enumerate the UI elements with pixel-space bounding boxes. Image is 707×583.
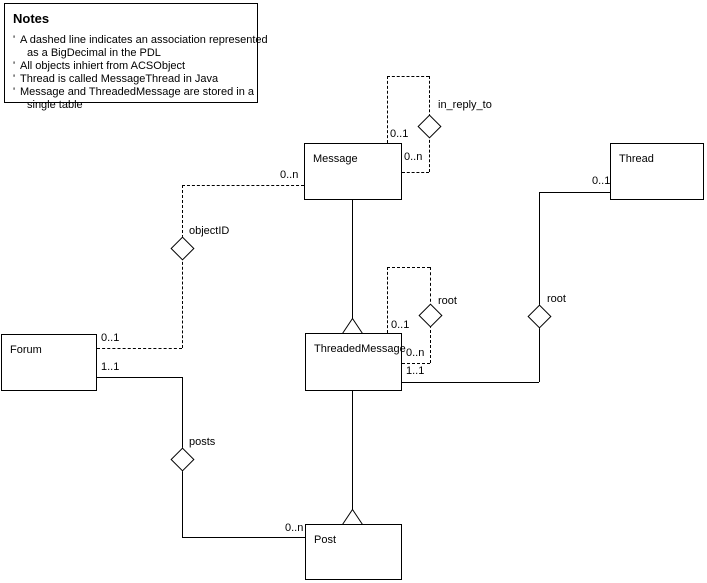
generalization-triangle-icon <box>342 509 363 525</box>
entity-label: ThreadedMessage <box>314 343 406 355</box>
generalization-line <box>352 391 353 510</box>
aggregation-diamond-icon <box>527 304 551 328</box>
note-text: All objects inhiert from ACSObject <box>20 60 186 72</box>
entity-message <box>304 143 402 200</box>
assoc-objectid-segment <box>182 185 183 238</box>
association-name-label: objectID <box>189 225 230 237</box>
multiplicity-label: 1..1 <box>101 361 120 373</box>
assoc-root-self-segment <box>387 267 430 268</box>
assoc-in-reply-to-segment <box>429 76 430 117</box>
assoc-in-reply-to-segment <box>402 172 429 173</box>
entity-label: Message <box>313 153 358 165</box>
assoc-root-thread-segment <box>539 192 610 193</box>
multiplicity-label: 0..n <box>404 151 423 163</box>
assoc-posts-segment <box>182 469 183 537</box>
bullet-marker: ' <box>13 34 16 46</box>
entity-label: Post <box>314 534 337 546</box>
assoc-in-reply-to-segment <box>429 135 430 172</box>
generalization-triangle-icon <box>342 318 363 334</box>
entity-threaded-message <box>305 333 406 391</box>
note-line <box>13 47 251 60</box>
assoc-root-thread-segment <box>539 192 540 308</box>
assoc-posts-segment <box>182 537 305 538</box>
assoc-in-reply-to-segment <box>387 76 429 77</box>
aggregation-diamond-icon <box>417 114 441 138</box>
assoc-root-self-segment <box>387 267 388 333</box>
assoc-root-self-segment <box>430 325 431 363</box>
assoc-root-self-segment <box>430 267 431 307</box>
bullet-marker: ' <box>13 73 16 85</box>
note-text: A dashed line indicates an association represented <box>20 34 268 46</box>
generalization-line <box>352 200 353 319</box>
aggregation-diamond-icon <box>170 236 194 260</box>
assoc-root-thread-segment <box>539 326 540 382</box>
assoc-objectid-segment <box>97 348 182 349</box>
entity-post <box>305 524 402 580</box>
note-line <box>13 86 254 99</box>
assoc-root-self-segment <box>402 363 430 364</box>
assoc-posts-segment <box>97 377 182 378</box>
note-line <box>13 34 268 47</box>
assoc-objectid-segment <box>182 257 183 348</box>
multiplicity-label: 0..n <box>406 347 425 359</box>
multiplicity-label: 0..1 <box>592 175 611 187</box>
association-name-label: posts <box>189 436 216 448</box>
bullet-marker: ' <box>13 60 16 72</box>
note-text: Thread is called MessageThread in Java <box>20 73 219 85</box>
assoc-objectid-segment <box>182 185 304 186</box>
note-line <box>13 73 251 86</box>
bullet-marker: ' <box>13 86 16 98</box>
association-name-label: in_reply_to <box>438 99 492 111</box>
multiplicity-label: 0..n <box>280 169 299 181</box>
entity-thread <box>610 143 704 200</box>
multiplicity-label: 1..1 <box>406 365 425 377</box>
entity-label: Thread <box>619 153 654 165</box>
association-name-label: root <box>547 293 566 305</box>
note-line <box>13 99 251 112</box>
entity-forum <box>1 334 97 391</box>
aggregation-diamond-icon <box>418 303 442 327</box>
multiplicity-label: 0..1 <box>390 128 409 140</box>
assoc-posts-segment <box>182 377 183 451</box>
multiplicity-label: 0..1 <box>391 319 410 331</box>
aggregation-diamond-icon <box>170 447 194 471</box>
note-text: single table <box>27 99 83 111</box>
note-text: Message and ThreadedMessage are stored in a <box>20 86 254 98</box>
assoc-in-reply-to-segment <box>387 76 388 143</box>
multiplicity-label: 0..n <box>285 522 304 534</box>
entity-label: Forum <box>10 344 42 356</box>
association-name-label: root <box>438 295 457 307</box>
notes-title: Notes <box>13 11 50 26</box>
multiplicity-label: 0..1 <box>101 332 120 344</box>
note-line <box>13 60 251 73</box>
note-text: as a BigDecimal in the PDL <box>27 47 161 59</box>
assoc-root-thread-segment <box>402 382 539 383</box>
notes-panel <box>4 3 268 111</box>
